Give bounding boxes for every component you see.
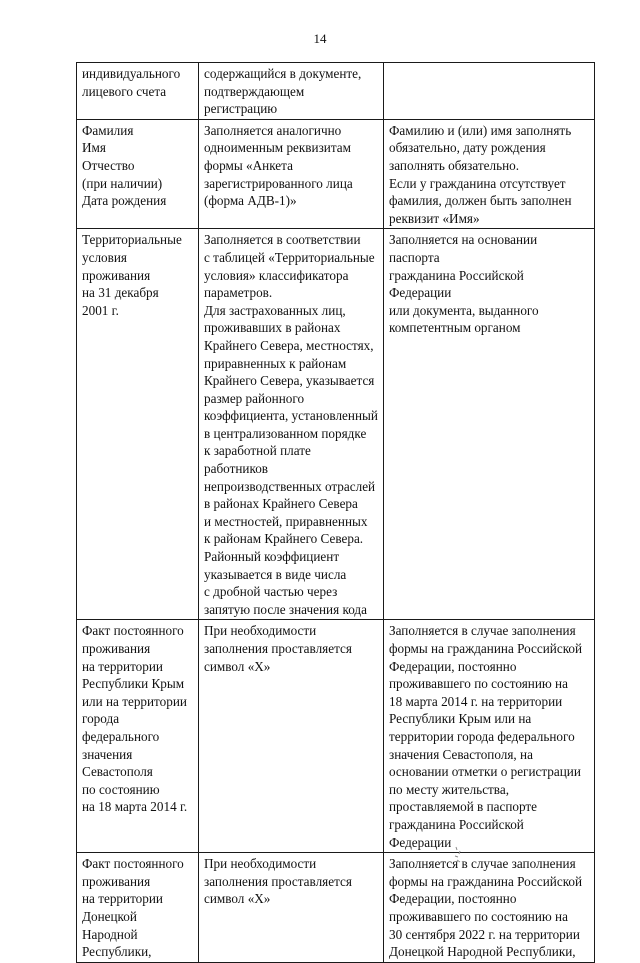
note-cell — [384, 853, 595, 963]
cell-text-line: проживавшего по состоянию на — [389, 676, 568, 692]
cell-text-line: Донецкой Народной Республики, — [389, 944, 576, 960]
fields-table — [76, 62, 595, 963]
cell-text-line: запятую после значения кода — [204, 601, 367, 617]
field-name-cell — [77, 620, 199, 853]
cell-text-line: по состоянию — [82, 781, 160, 797]
cell-text-line: реквизит «Имя» — [389, 210, 480, 226]
field-name-cell — [77, 119, 199, 229]
note-cell — [384, 63, 595, 120]
cell-text-line: зарегистрированного лица — [204, 175, 353, 191]
cell-text-line: компетентным органом — [389, 320, 521, 336]
cell-text-line: Для застрахованных лиц, — [204, 302, 346, 318]
cell-text-line: или документа, выданного — [389, 302, 539, 318]
table-row — [77, 63, 595, 120]
page-number: 14 — [313, 31, 327, 46]
field-name-cell — [77, 63, 199, 120]
cell-text-line: формы «Анкета — [204, 157, 293, 173]
cell-text-line: заполнения проставляется — [204, 873, 352, 889]
cell-text-line: Если у гражданина отсутствует — [389, 175, 566, 191]
cell-text-line: 30 сентября 2022 г. на территории — [389, 926, 580, 942]
cell-text-line: проживавших в районах — [204, 320, 341, 336]
cell-text-line: Заполняется на основании паспорта — [389, 232, 538, 265]
cell-text-line: в централизованном порядке — [204, 425, 367, 441]
cell-text-line: условия» классификатора — [204, 267, 349, 283]
cell-text-line: Донецкой — [82, 908, 137, 924]
cell-text-line: на территории — [82, 658, 163, 674]
cell-text-line: Республики, — [82, 944, 152, 960]
cell-text-line: Заполняется в случае заполнения — [389, 623, 576, 639]
cell-text-line: на территории — [82, 891, 163, 907]
cell-text-line: по месту жительства, — [389, 781, 510, 797]
cell-text-line: При необходимости — [204, 856, 317, 872]
cell-text-line: с дробной частью через — [204, 584, 338, 600]
cell-text-line: Республики Крым — [82, 676, 185, 692]
fill-rule-cell — [199, 853, 384, 963]
cell-text-line: Факт постоянного — [82, 856, 184, 872]
cell-text-line: одноименным реквизитам — [204, 140, 351, 156]
cell-text-line: индивидуального — [82, 66, 181, 81]
cell-text-line: к районам Крайнего Севера. — [204, 531, 364, 547]
cell-text-line: коэффициента, установленный — [204, 408, 378, 424]
field-name-cell — [77, 229, 199, 620]
cell-text-line: гражданина Российской Федерации — [389, 267, 524, 301]
cell-text-line: Фамилия — [82, 122, 134, 138]
cell-text-line: условия — [82, 249, 127, 265]
fill-rule-cell — [199, 63, 384, 120]
cell-text-line: указывается в виде числа — [204, 566, 347, 582]
cell-text-line: Заполняется в соответствии — [204, 232, 361, 248]
fill-rule-cell — [199, 119, 384, 229]
margin-scribble-mark — [452, 845, 466, 866]
cell-text-line: с таблицей «Территориальные — [204, 249, 375, 265]
cell-text-line: значения Севастополя, на — [389, 746, 533, 762]
cell-text-line: проживавшего по состоянию на — [389, 908, 568, 924]
table-row — [77, 119, 595, 229]
cell-text-line: Народной — [82, 926, 138, 942]
cell-text-line: проживания — [82, 641, 151, 656]
cell-text-line: Федерации, постоянно — [389, 658, 517, 674]
note-cell — [384, 229, 595, 620]
cell-text-line: Крайнего Севера, указывается — [204, 373, 375, 389]
cell-text-line: Севастополя — [82, 764, 153, 780]
cell-text-line: лицевого счета — [82, 83, 167, 99]
fill-rule-cell — [199, 620, 384, 853]
cell-text-line: и местностей, приравненных — [204, 513, 368, 529]
field-name-cell — [77, 853, 199, 963]
cell-text-line: Крайнего Севера, местностях, — [204, 337, 374, 353]
cell-text-line: проживания — [82, 873, 151, 889]
cell-text-line: (форма АДВ-1)» — [204, 193, 297, 209]
table-row — [77, 853, 595, 963]
cell-text-line: 18 марта 2014 г. на территории — [389, 693, 563, 709]
cell-text-line: Отчество — [82, 157, 135, 173]
cell-text-line: или на территории — [82, 693, 187, 709]
cell-text-line: Заполняется в случае заполнения — [389, 856, 576, 872]
cell-text-line: регистрацию — [204, 101, 278, 117]
cell-text-line: к заработной плате работников — [204, 443, 311, 477]
cell-text-line: федерального — [82, 728, 160, 744]
cell-text-line: содержащийся в документе, — [204, 66, 362, 81]
cell-text-line: на 31 декабря — [82, 285, 159, 301]
cell-text-line: обязательно, дату рождения — [389, 140, 546, 156]
cell-text-line: в районах Крайнего Севера — [204, 496, 358, 512]
cell-text-line: Республики Крым или на — [389, 711, 532, 727]
cell-text-line: Федерации, постоянно — [389, 891, 517, 907]
table-body — [77, 63, 595, 963]
cell-text-line: (при наличии) — [82, 175, 163, 191]
cell-text-line: города — [82, 711, 120, 727]
cell-text-line: символ «Х» — [204, 658, 271, 674]
cell-text-line: территории города федерального — [389, 728, 575, 744]
cell-text-line: гражданина Российской Федерации — [389, 816, 524, 850]
cell-text-line: формы на гражданина Российской — [389, 641, 583, 656]
cell-text-line: символ «Х» — [204, 891, 271, 907]
cell-text-line: фамилия, должен быть заполнен — [389, 193, 572, 209]
cell-text-line: При необходимости — [204, 623, 317, 639]
note-cell — [384, 620, 595, 853]
cell-text-line: заполнять обязательно. — [389, 157, 520, 173]
cell-text-line: Территориальные — [82, 232, 182, 248]
cell-text-line: приравненных к районам — [204, 355, 347, 371]
cell-text-line: Заполняется аналогично — [204, 122, 342, 138]
cell-text-line: Фамилию и (или) имя заполнять — [389, 122, 572, 138]
cell-text-line: формы на гражданина Российской — [389, 873, 583, 889]
cell-text-line: заполнения проставляется — [204, 641, 352, 656]
note-cell — [384, 119, 595, 229]
cell-text-line: проставляемой в паспорте — [389, 799, 538, 815]
cell-text-line: Районный коэффициент — [204, 549, 340, 565]
cell-text-line: 2001 г. — [82, 302, 119, 318]
cell-text-line: Имя — [82, 140, 106, 156]
cell-text-line: Факт постоянного — [82, 623, 184, 639]
table-row — [77, 229, 595, 620]
cell-text-line: подтверждающем — [204, 83, 305, 99]
cell-text-line: Дата рождения — [82, 193, 167, 209]
cell-text-line: основании отметки о регистрации — [389, 764, 581, 780]
cell-text-line: проживания — [82, 267, 151, 283]
cell-text-line: значения — [82, 746, 133, 762]
cell-text-line: размер районного — [204, 390, 305, 406]
cell-text-line: непроизводственных отраслей — [204, 478, 376, 494]
fill-rule-cell — [199, 229, 384, 620]
cell-text-line: параметров. — [204, 285, 273, 301]
cell-text-line: на 18 марта 2014 г. — [82, 799, 188, 815]
table-row — [77, 620, 595, 853]
